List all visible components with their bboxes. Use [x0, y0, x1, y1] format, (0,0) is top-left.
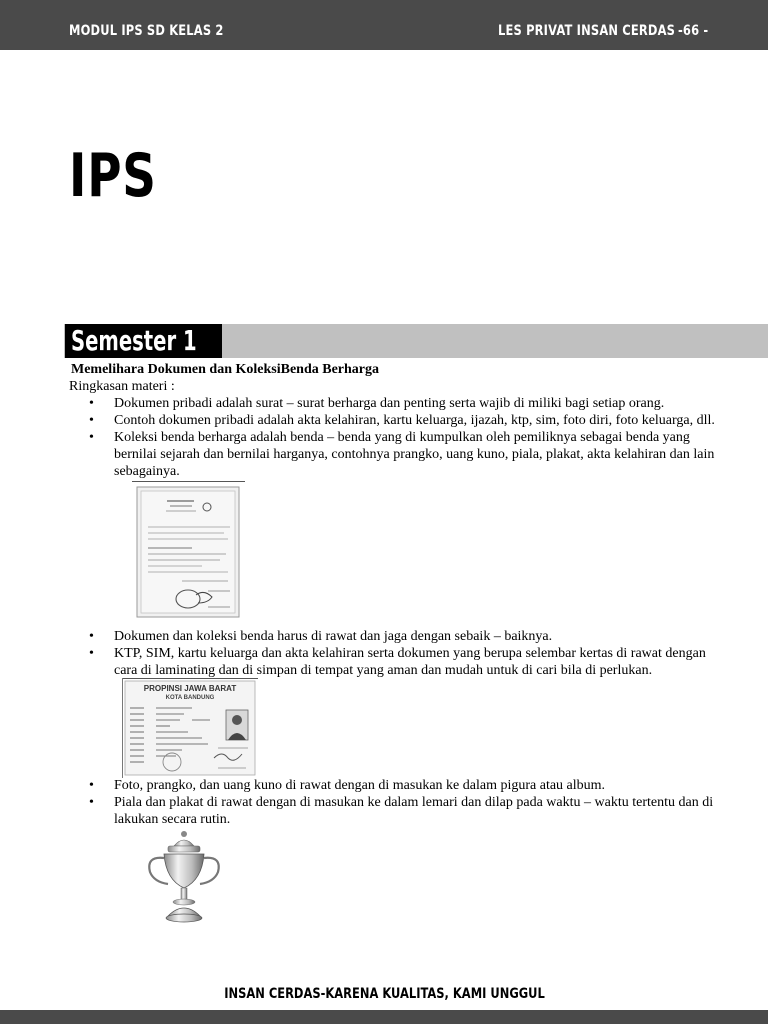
list-item: • Dokumen dan koleksi benda harus di rawat dan jaga dengan sebaik – baiknya. [69, 628, 719, 645]
list-item: • Koleksi benda berharga adalah benda – benda yang di kumpulkan oleh pemiliknya sebagai benda yang bernilai sejarah dan bernilai harganya, contohnya prangko, uang kuno, piala, plakat, akta kelahiran dan lain sebagainya. [69, 429, 719, 480]
footer-bar [0, 1010, 768, 1024]
birth-certificate-image [132, 481, 245, 621]
header-page-number: -66 - [678, 23, 709, 39]
list-item: • Contoh dokumen pribadi adalah akta kelahiran, kartu keluarga, ijazah, ktp, sim, foto diri, foto keluarga, dll. [69, 412, 719, 429]
list-item: • Piala dan plakat di rawat dengan di masukan ke dalam lemari dan dilap pada waktu – waktu tertentu dan di lakukan secara rutin. [69, 794, 719, 828]
bullet-list-a [69, 395, 719, 480]
section-heading: Memelihara Dokumen dan KoleksiBenda Berharga [71, 362, 380, 377]
id-card-image [122, 678, 258, 778]
trophy-image [144, 830, 224, 924]
content-b [69, 628, 719, 679]
header-module-title: MODUL IPS SD KELAS 2 [69, 23, 224, 39]
semester-label: Semester 1 [71, 324, 197, 357]
semester-label-box [65, 324, 222, 358]
bullet-list-c [69, 777, 719, 828]
list-item: • Foto, prangko, dan uang kuno di rawat dengan di masukan ke dalam pigura atau album. [69, 777, 719, 794]
id-card-province: PROPINSI JAWA BARAT [143, 684, 237, 693]
page-title: IPS [69, 141, 157, 211]
header-bar [0, 0, 768, 50]
footer-slogan [0, 986, 768, 1002]
bullet-list-b [69, 628, 719, 679]
list-item: • Dokumen pribadi adalah surat – surat berharga dan penting serta wajib di miliki bagi setiap orang. [69, 395, 719, 412]
content [69, 361, 719, 480]
list-item: • KTP, SIM, kartu keluarga dan akta kelahiran serta dokumen yang berupa selembar kertas di rawat dengan cara di laminating dan di simpan di tempat yang aman dan mudah untuk di cari bila di perlukan. [69, 645, 719, 679]
id-card-city: KOTA BANDUNG [165, 695, 215, 701]
summary-label: Ringkasan materi : [69, 379, 175, 394]
header-brand: LES PRIVAT INSAN CERDAS [498, 23, 676, 39]
footer-slogan-text: INSAN CERDAS-KARENA KUALITAS, KAMI UNGGUL [223, 986, 545, 1002]
content-c [69, 777, 719, 828]
